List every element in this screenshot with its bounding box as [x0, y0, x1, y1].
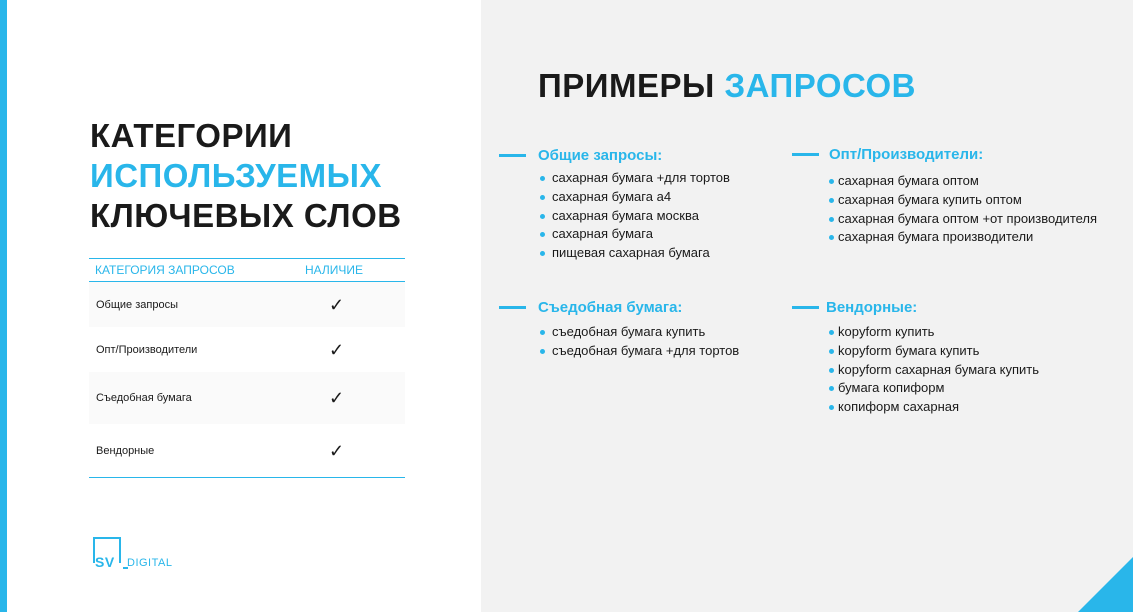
group-dash	[499, 306, 526, 309]
group-title: Общие запросы:	[538, 147, 663, 164]
group-vendor	[826, 298, 1040, 417]
check-icon: ✓	[329, 294, 345, 315]
group-wholesale	[829, 145, 1097, 247]
list-item: сахарная бумага производители	[829, 228, 1097, 247]
group-general	[538, 146, 730, 263]
list-item: съедобная бумага купить	[538, 323, 739, 342]
row-category: Опт/Производители	[96, 343, 198, 356]
list-item: съедобная бумага +для тортов	[538, 342, 739, 361]
table-row	[89, 424, 405, 477]
sv-digital-logo	[93, 537, 183, 571]
categories-title	[90, 116, 402, 236]
categories-table	[89, 258, 405, 478]
group-dash	[792, 153, 819, 156]
query-list	[829, 172, 1097, 247]
table-row	[89, 282, 405, 327]
query-list	[538, 323, 739, 361]
examples-title	[538, 66, 916, 106]
table-body	[89, 282, 405, 478]
corner-decoration	[1078, 557, 1133, 612]
list-item: kopyform бумага купить	[829, 342, 1039, 361]
group-dash	[499, 154, 526, 157]
header-category: КАТЕГОРИЯ ЗАПРОСОВ	[95, 263, 235, 277]
examples-title-part2: ЗАПРОСОВ	[724, 67, 916, 104]
list-item: копиформ сахарная	[829, 398, 1039, 417]
logo-digital: DIGITAL	[127, 557, 173, 569]
table-row	[89, 327, 405, 372]
table-header	[89, 258, 405, 282]
categories-title-line3: КЛЮЧЕВЫХ СЛОВ	[90, 197, 402, 234]
check-icon: ✓	[329, 339, 345, 360]
query-list	[829, 323, 1039, 417]
list-item: пищевая сахарная бумага	[538, 244, 730, 263]
table-row	[89, 372, 405, 424]
categories-title-line2: ИСПОЛЬЗУЕМЫХ	[90, 157, 382, 194]
check-icon: ✓	[329, 388, 345, 408]
list-item: сахарная бумага купить оптом	[829, 191, 1097, 210]
categories-title-line1: КАТЕГОРИИ	[90, 117, 293, 154]
header-presence: НАЛИЧИЕ	[305, 263, 364, 277]
row-category: Общие запросы	[96, 298, 178, 311]
list-item: бумага копиформ	[829, 379, 1039, 398]
row-category: Съедобная бумага	[96, 392, 192, 404]
group-edible	[538, 298, 739, 361]
query-list	[538, 169, 730, 263]
group-title: Вендорные:	[826, 299, 918, 316]
group-title: Съедобная бумага:	[538, 299, 683, 316]
list-item: сахарная бумага	[538, 225, 730, 244]
group-dash	[792, 306, 819, 309]
list-item: kopyform купить	[829, 323, 1039, 342]
list-item: kopyform сахарная бумага купить	[829, 361, 1039, 380]
list-item: сахарная бумага оптом +от производителя	[829, 210, 1097, 229]
list-item: сахарная бумага +для тортов	[538, 169, 730, 188]
list-item: сахарная бумага оптом	[829, 172, 1097, 191]
row-category: Вендорные	[96, 444, 155, 457]
check-icon: ✓	[329, 440, 345, 461]
list-item: сахарная бумага а4	[538, 188, 730, 207]
examples-title-part1: ПРИМЕРЫ	[538, 67, 715, 104]
group-title: Опт/Производители:	[829, 146, 984, 163]
list-item: сахарная бумага москва	[538, 207, 730, 226]
logo-sv: SV	[95, 554, 115, 570]
left-accent-bar	[0, 0, 7, 612]
